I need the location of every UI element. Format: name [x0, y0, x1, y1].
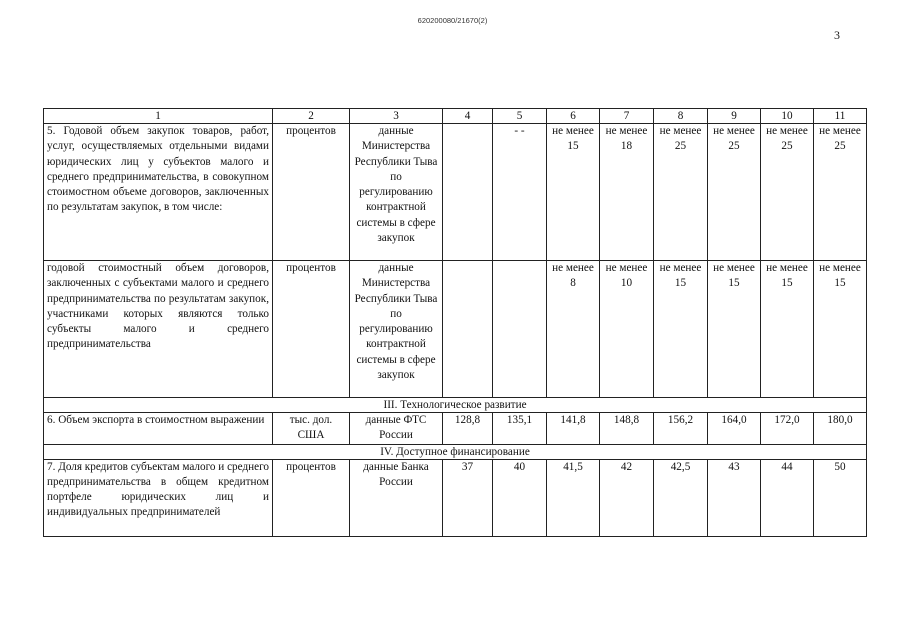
value-cell: 156,2 — [654, 413, 708, 445]
document-id: 620200080/21670(2) — [417, 16, 488, 25]
indicator-cell: 5. Годовой объем закупок товаров, работ, услуг, осуществляемых отдельными видами юридических лиц у субъектов малого и среднего предпринимательства, в совокупном стоимостном объеме договоров, заключенных по результатам закупок, в том числе: — [44, 124, 273, 261]
value-cell — [443, 261, 493, 398]
value-cell: 50 — [814, 459, 867, 536]
value-cell: 42,5 — [654, 459, 708, 536]
value-cell — [493, 261, 547, 398]
value-cell: не менее 15 — [654, 261, 708, 398]
value-cell: не менее 15 — [708, 261, 761, 398]
value-cell: 44 — [761, 459, 814, 536]
section-row — [44, 444, 867, 459]
value-cell: не менее 25 — [814, 124, 867, 261]
table-row — [44, 413, 867, 445]
source-cell: данные Министерства Республики Тыва по регулированию контрактной системы в сфере закупок — [350, 261, 443, 398]
table-header-row — [44, 109, 867, 124]
value-cell: 41,5 — [547, 459, 600, 536]
source-cell: данные Министерства Республики Тыва по регулированию контрактной системы в сфере закупок — [350, 124, 443, 261]
value-cell: не менее 25 — [708, 124, 761, 261]
column-header: 4 — [443, 109, 493, 124]
unit-cell: процентов — [273, 261, 350, 398]
column-header: 7 — [600, 109, 654, 124]
section-title: III. Технологическое развитие — [44, 398, 867, 413]
value-cell: 40 — [493, 459, 547, 536]
value-cell: не менее 8 — [547, 261, 600, 398]
column-header: 6 — [547, 109, 600, 124]
value-cell: 43 — [708, 459, 761, 536]
value-cell: 164,0 — [708, 413, 761, 445]
section-title: IV. Доступное финансирование — [44, 444, 867, 459]
column-header: 2 — [273, 109, 350, 124]
value-cell: 172,0 — [761, 413, 814, 445]
value-cell: не менее 15 — [761, 261, 814, 398]
value-cell: 37 — [443, 459, 493, 536]
column-header: 5 — [493, 109, 547, 124]
value-cell: не менее 15 — [814, 261, 867, 398]
value-cell — [443, 124, 493, 261]
unit-cell: процентов — [273, 124, 350, 261]
indicator-cell: 7. Доля кредитов субъектам малого и среднего предпринимательства в общем кредитном портфеле юридических лиц и индивидуальных предпринимателей — [44, 459, 273, 536]
value-cell: не менее 10 — [600, 261, 654, 398]
value-cell: не менее 18 — [600, 124, 654, 261]
indicator-cell: 6. Объем экспорта в стоимостном выражении — [44, 413, 273, 445]
column-header: 3 — [350, 109, 443, 124]
indicators-table — [43, 108, 867, 537]
unit-cell: процентов — [273, 459, 350, 536]
value-cell: 180,0 — [814, 413, 867, 445]
column-header: 8 — [654, 109, 708, 124]
indicator-cell: годовой стоимостный объем договоров, заключенных с субъектами малого и среднего предпринимательства по результатам закупок, участниками которых являются только субъекты малого и среднего предпринимательства — [44, 261, 273, 398]
value-cell: не менее 25 — [761, 124, 814, 261]
source-cell: данные ФТС России — [350, 413, 443, 445]
value-cell: 42 — [600, 459, 654, 536]
page-number: 3 — [834, 28, 840, 42]
source-cell: данные Банка России — [350, 459, 443, 536]
column-header: 1 — [44, 109, 273, 124]
value-cell: 141,8 — [547, 413, 600, 445]
value-cell: 148,8 — [600, 413, 654, 445]
table-row — [44, 261, 867, 398]
value-cell: 135,1 — [493, 413, 547, 445]
column-header: 10 — [761, 109, 814, 124]
unit-cell: тыс. дол. США — [273, 413, 350, 445]
table-row — [44, 124, 867, 261]
value-cell: - - — [493, 124, 547, 261]
section-row — [44, 398, 867, 413]
column-header: 9 — [708, 109, 761, 124]
value-cell: не менее 15 — [547, 124, 600, 261]
table-row — [44, 459, 867, 536]
value-cell: не менее 25 — [654, 124, 708, 261]
value-cell: 128,8 — [443, 413, 493, 445]
column-header: 11 — [814, 109, 867, 124]
